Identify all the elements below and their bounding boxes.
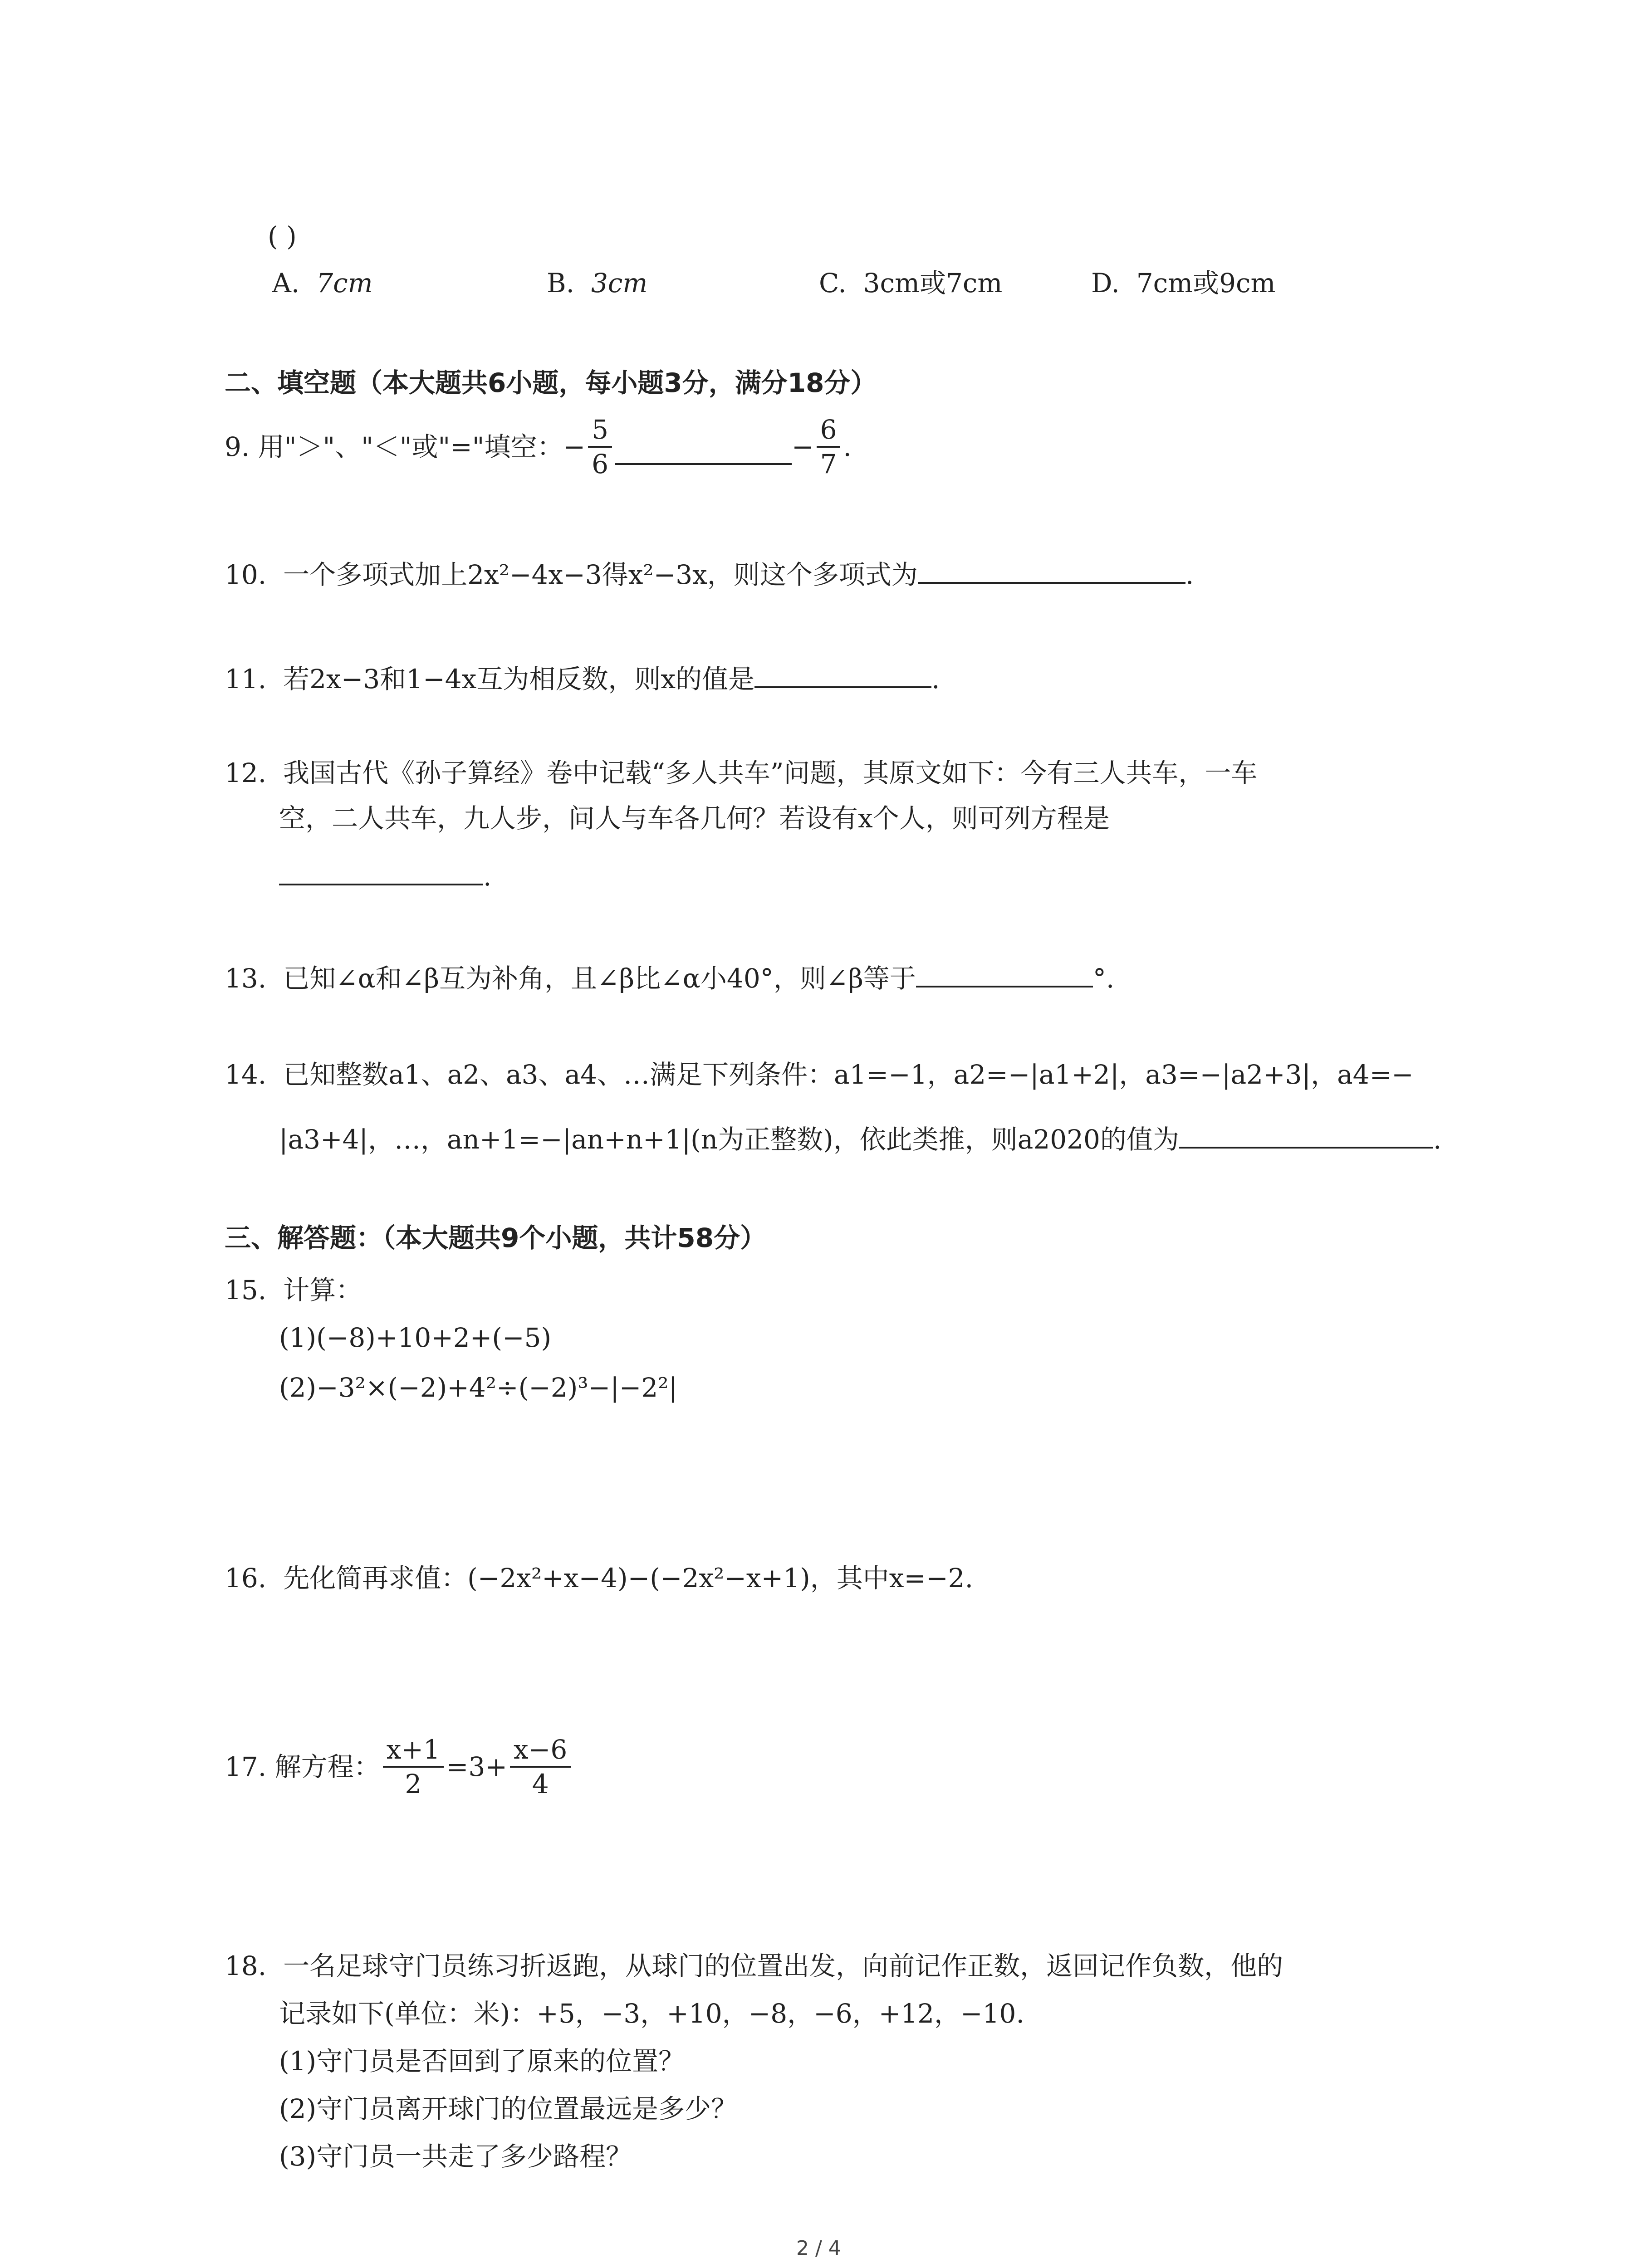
fraction-six-sevenths [817,413,841,481]
fraction-x-plus-1-over-2 [383,1733,444,1801]
fraction-five-sixths [588,413,612,481]
question-number: 13. [225,963,267,994]
degree-period: °. [1092,963,1115,994]
question-number: 15. [225,1275,267,1305]
section3-heading: 三、解答题：（本大题共9个小题，共计58分） [225,1222,767,1253]
denominator: 2 [405,1769,422,1799]
question-text: 用"＞"、"＜"或"="填空： [258,431,563,462]
question-12-blank-line [279,857,491,890]
question-number: 14. [225,1059,267,1090]
question-text: 已知∠α和∠β互为补角，且∠β比∠α小40°，则∠β等于 [283,963,916,994]
question-14-line1 [225,1061,1414,1088]
question-text: 先化简再求值：(−2x²+x−4)−(−2x²−x+1)，其中x=−2. [283,1563,974,1593]
denominator: 7 [820,449,837,479]
option-letter: C. [819,268,847,298]
numerator: 6 [817,413,841,448]
option-letter: D. [1091,268,1120,298]
option-value: 3cm [591,268,648,298]
period: . [931,664,940,694]
q8-answer-paren: ( ) [268,221,297,252]
question-16 [225,1565,973,1591]
question-17 [225,1728,573,1805]
period: . [1433,1124,1442,1155]
q8-option-b [547,270,647,296]
period: . [483,861,492,892]
fraction-x-minus-6-over-4 [510,1733,571,1801]
question-18-line1 [225,1950,1283,1981]
question-text: 一个多项式加上2x²−4x−3得x²−3x，则这个多项式为 [283,559,918,590]
answer-blank [754,660,931,688]
question-number: 12. [225,758,267,788]
question-18-line2: 记录如下(单位：米)：+5，−3，+10，−8，−6，+12，−10. [279,1998,1024,2029]
q8-option-d [1091,270,1276,296]
question-14-line2 [279,1120,1441,1153]
answer-blank [1179,1120,1433,1149]
numerator: x+1 [383,1733,444,1768]
q8-option-a [272,270,373,296]
equation-middle: =3+ [446,1751,508,1782]
minus-sign: − [563,431,586,462]
question-number: 17. [225,1751,267,1782]
denominator: 4 [532,1769,549,1799]
question-18-sub3: (3)守门员一共走了多少路程？ [279,2141,632,2172]
question-number: 16. [225,1563,267,1593]
question-text: |a3+4|，…，an+1=−|an+n+1|(n为正整数)，依此类推，则a2020的值为 [279,1124,1179,1155]
question-9 [225,411,852,483]
period: . [1185,559,1194,590]
question-text: 已知整数a1、a2、a3、a4、…满足下列条件：a1=−1，a2=−|a1+2|，a3=−|a2+3|，a4=− [283,1059,1414,1090]
question-12-line1 [225,760,1257,786]
question-text: 我国古代《孙子算经》卷中记载“多人共车”问题，其原文如下：今有三人共车，一车 [283,758,1258,788]
question-15-part1: (1)(−8)+10+2+(−5) [279,1322,552,1353]
answer-blank [918,556,1185,584]
option-letter: B. [547,268,575,298]
question-18-sub1: (1)守门员是否回到了原来的位置？ [279,2046,685,2077]
page-number: 2 / 4 [796,2237,841,2260]
question-number: 9. [225,431,250,462]
question-18-sub2: (2)守门员离开球门的位置最远是多少？ [279,2093,738,2124]
period: . [843,431,852,462]
answer-blank [916,959,1093,987]
minus-sign: − [791,431,814,462]
denominator: 6 [592,449,608,479]
option-value: 3cm或7cm [863,268,1003,298]
question-13 [225,959,1114,992]
question-number: 10. [225,559,267,590]
q8-option-c [819,270,1002,296]
question-12-line2: 空，二人共车，九人步，问人与车各几何？若设有x个人，则可列方程是 [279,803,1110,834]
question-15 [225,1277,362,1303]
numerator: x−6 [510,1733,571,1768]
question-11 [225,660,940,692]
option-value: 7cm [316,268,373,298]
numerator: 5 [588,413,612,448]
answer-blank [615,437,792,465]
question-text: 一名足球守门员练习折返跑，从球门的位置出发，向前记作正数，返回记作负数，他的 [283,1950,1283,1981]
question-text: 解方程： [274,1751,380,1782]
question-number: 18. [225,1950,267,1981]
option-value: 7cm或9cm [1136,268,1276,298]
section2-heading: 二、填空题（本大题共6小题，每小题3分，满分18分） [225,367,877,398]
answer-blank [279,857,483,885]
question-text: 若2x−3和1−4x互为相反数，则x的值是 [283,664,755,694]
question-text: 计算： [283,1275,362,1305]
option-letter: A. [272,268,300,298]
question-number: 11. [225,664,267,694]
question-15-part2: (2)−3²×(−2)+4²÷(−2)³−|−2²| [279,1372,678,1403]
question-10 [225,556,1194,588]
